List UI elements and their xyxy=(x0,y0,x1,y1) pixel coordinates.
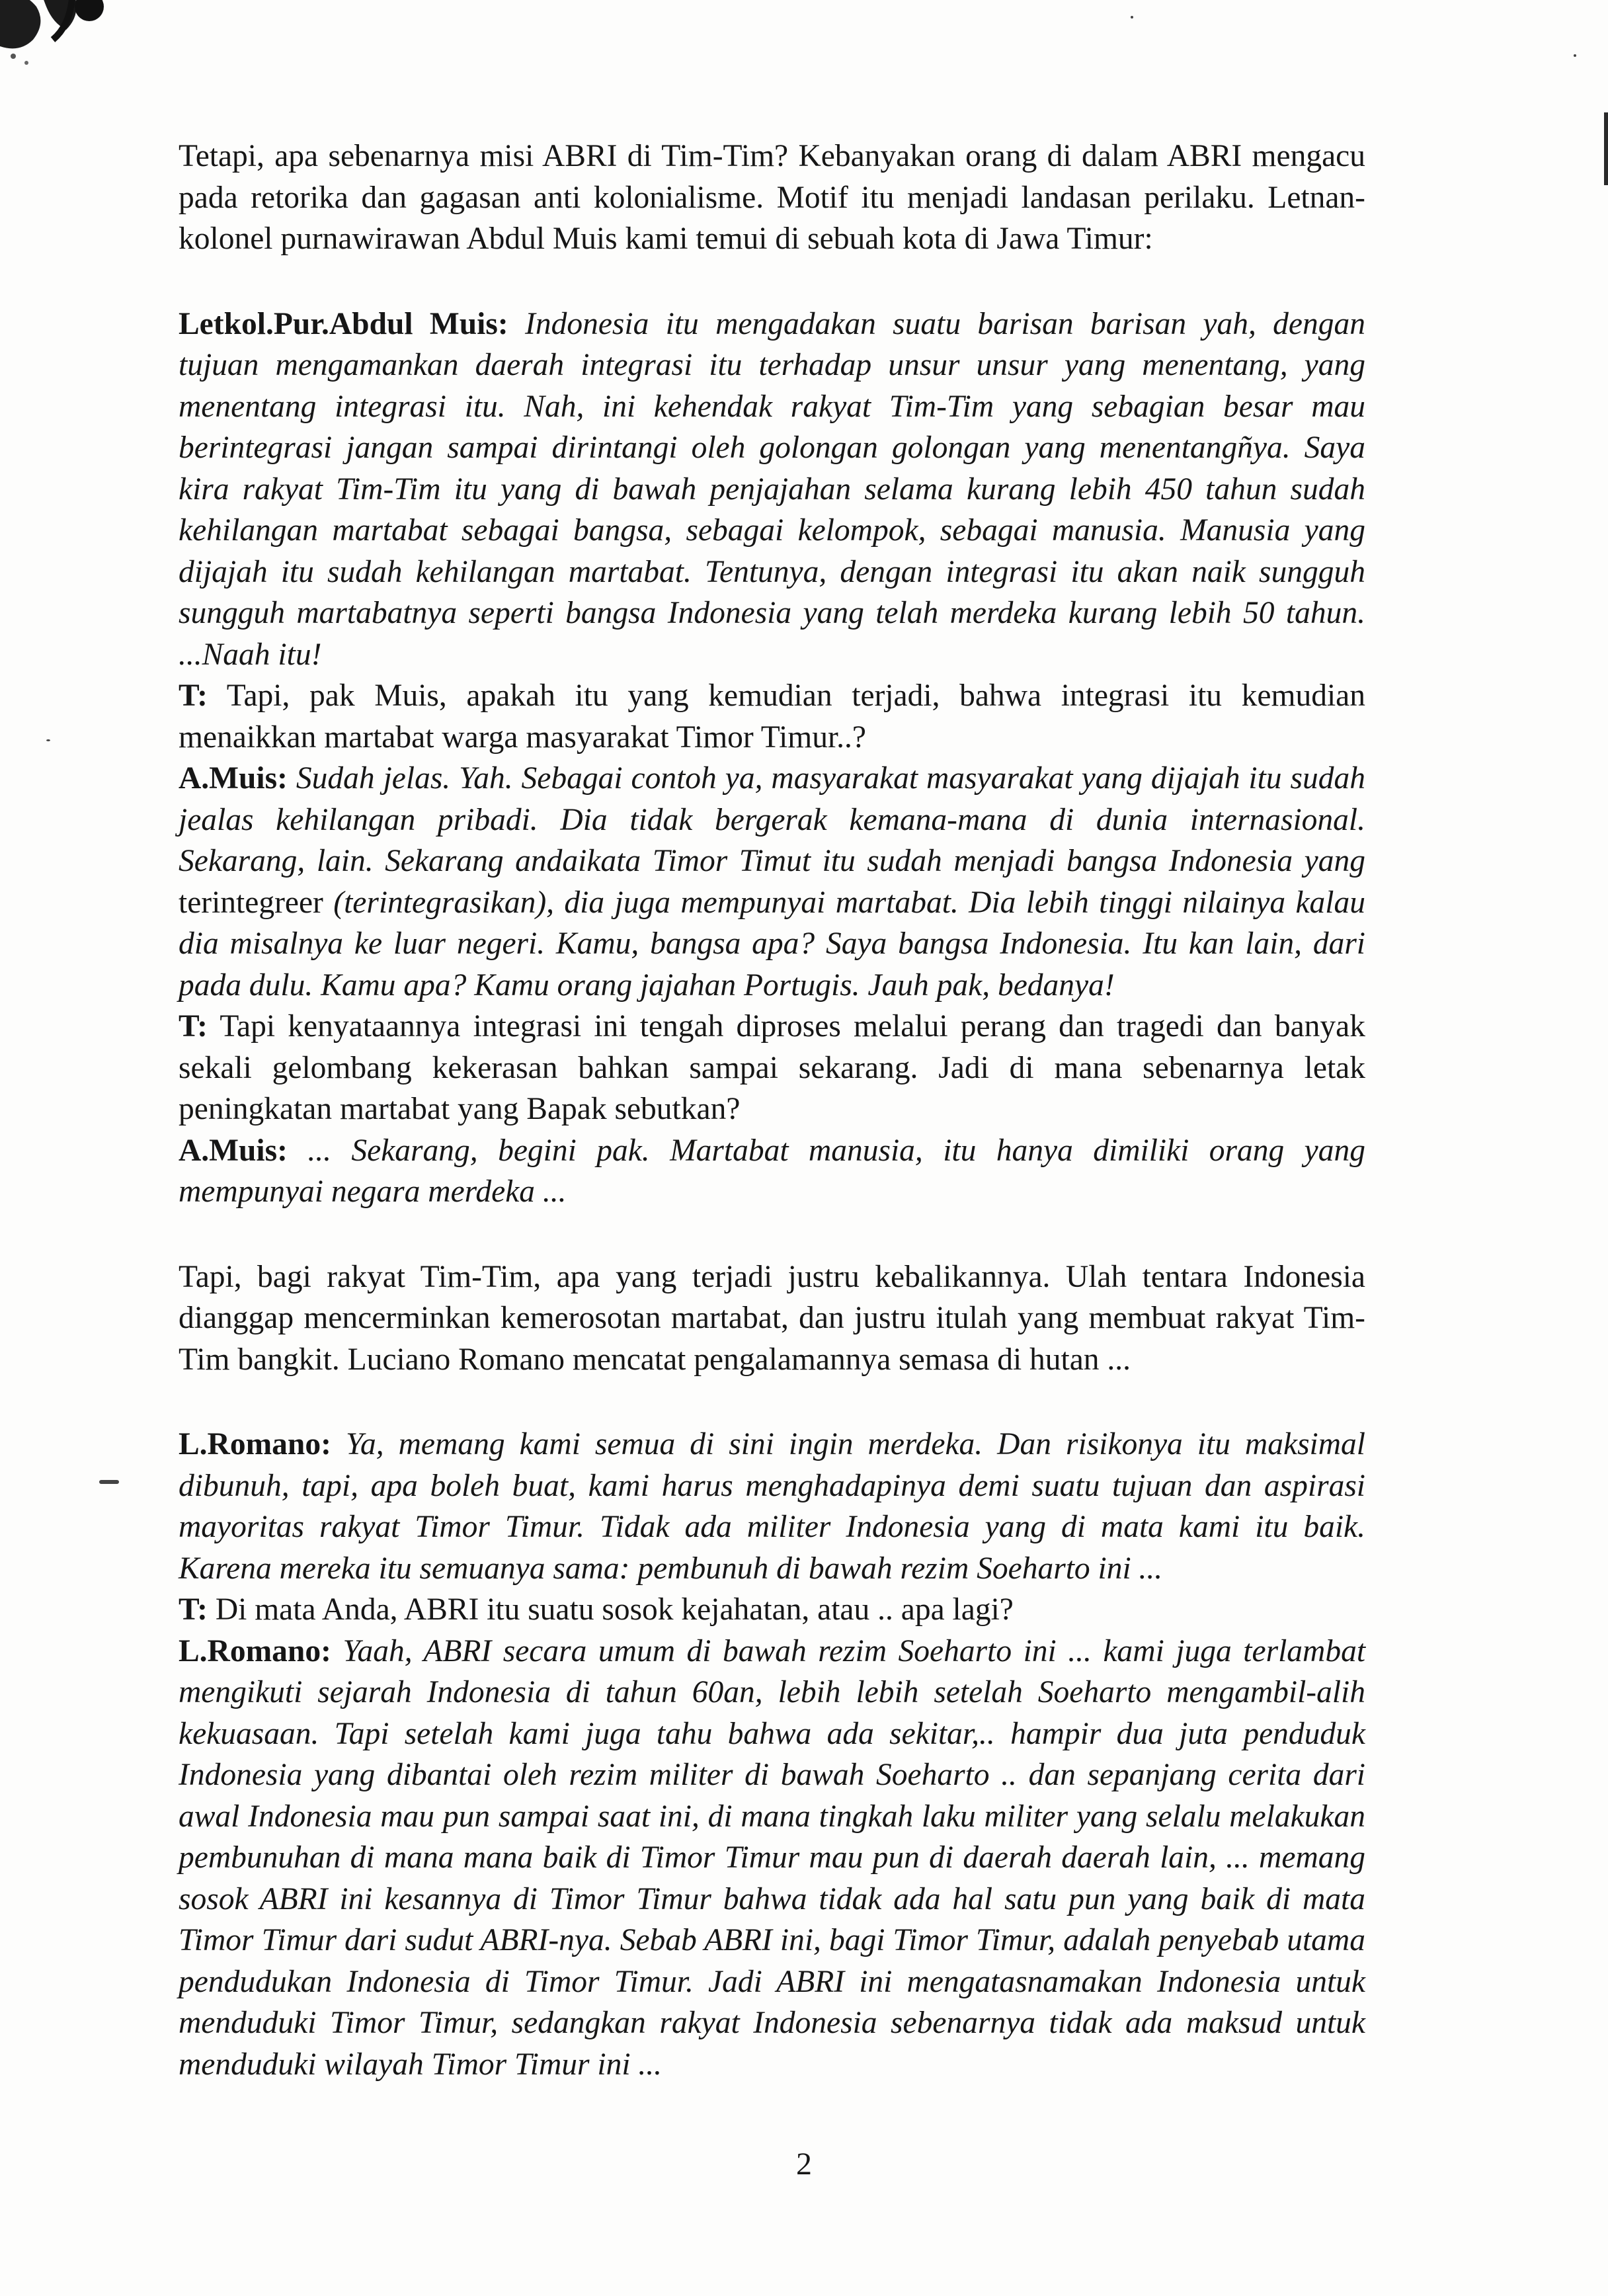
speaker-label: T: xyxy=(179,1009,208,1044)
scan-speck xyxy=(46,739,50,741)
middle-paragraph xyxy=(179,1256,1365,1381)
page-number: 2 xyxy=(796,2147,812,2182)
interview-turn-t-2 xyxy=(179,1006,1365,1130)
speaker-label: Letkol.Pur.Abdul Muis: xyxy=(179,306,508,341)
speech-text-upright: terintegreer xyxy=(179,885,323,920)
interview-turn-romano-2 xyxy=(179,1631,1365,2086)
speech-text: Indonesia itu mengadakan suatu barisan barisan yah, dengan tujuan mengamankan daerah integrasi itu terhadap unsur unsur yang menentang, yang menentang integrasi itu. Nah, ini kehendak rakyat Tim-Tim yang sebagian besar mau berintegrasi jangan sampai dirintangi oleh golongan golongan yang menentangñya. Saya kira rakyat Tim-Tim itu yang di bawah penjajahan selama kurang lebih 450 tahun sudah kehilangan martabat sebagai bangsa, sebagai kelompok, sebagai manusia. Manusia yang dijajah itu sudah kehilangan martabat. Tentunya, dengan integrasi itu akan naik sungguh sungguh martabatnya seperti bangsa Indonesia yang telah merdeka kurang lebih 50 tahun. ...Naah itu! xyxy=(179,306,1366,672)
middle-text: Tapi, bagi rakyat Tim-Tim, apa yang terjadi justru kebalikannya. Ulah tentara Indonesia dianggap mencerminkan kemerosotan martabat, dan justru itulah yang membuat rakyat Tim-Tim bangkit. Luciano Romano mencatat pengalamannya semasa di hutan ... xyxy=(179,1259,1365,1377)
document-body xyxy=(179,136,1365,2085)
intro-text: Tetapi, apa sebenarnya misi ABRI di Tim-Tim? Kebanyakan orang di dalam ABRI mengacu pada retorika dan gagasan anti kolonialisme. Motif itu menjadi landasan perilaku. Letnan-kolonel purnawirawan Abdul Muis kami temui di sebuah kota di Jawa Timur: xyxy=(179,139,1365,256)
scan-edge-mark xyxy=(1604,112,1608,185)
interview-turn-t-1 xyxy=(179,675,1365,758)
scan-speck xyxy=(99,1480,119,1484)
speech-text: Sudah jelas. Yah. Sebagai contoh ya, masyarakat masyarakat yang dijajah itu sudah jealas kehilangan pribadi. Dia tidak bergerak kemana-mana di dunia internasional. Sekarang, lain. Sekarang andaikata Timor Timut itu sudah menjadi bangsa Indonesia yang xyxy=(179,761,1365,878)
spacer xyxy=(179,1380,1365,1424)
speech-text-continued: (terintegrasikan), dia juga mempunyai martabat. Dia lebih tinggi nilainya kalau dia misalnya ke luar negeri. Kamu, bangsa apa? Saya bangsa Indonesia. Itu kan lain, dari pada dulu. Kamu apa? Kamu orang jajahan Portugis. Jauh pak, bedanya! xyxy=(179,885,1365,1003)
speech-text: Ya, memang kami semua di sini ingin merdeka. Dan risikonya itu maksimal dibunuh, tapi, apa boleh buat, kami harus menghadapinya demi suatu tujuan dan aspirasi mayoritas rakyat Timor Timur. Tidak ada militer Indonesia yang di mata kami itu baik. Karena mereka itu semuanya sama: pembunuh di bawah rezim Soeharto ini ... xyxy=(179,1427,1365,1586)
speech-text: Di mata Anda, ABRI itu suatu sosok kejahatan, atau .. apa lagi? xyxy=(215,1592,1014,1627)
speaker-label: A.Muis: xyxy=(179,761,288,796)
interview-turn-muis-3 xyxy=(179,1130,1365,1213)
interview-turn-romano-1 xyxy=(179,1424,1365,1589)
spacer xyxy=(179,1213,1365,1256)
speech-text: Yaah, ABRI secara umum di bawah rezim Soeharto ini ... kami juga terlambat mengikuti sejarah Indonesia di tahun 60an, lebih lebih setelah Soeharto mengambil-alih kekuasaan. Tapi setelah kami juga tahu bahwa ada sekitar,.. hampir dua juta penduduk Indonesia yang dibantai oleh rezim militer di bawah Soeharto .. dan sepanjang cerita dari awal Indonesia mau pun sampai saat ini, di mana tingkah laku militer yang selalu melakukan pembunuhan di mana mana baik di Timor Timur mau pun di daerah daerah lain, ... memang sosok ABRI ini kesannya di Timor Timur bahwa tidak ada hal satu pun yang baik di mata Timor Timur dari sudut ABRI-nya. Sebab ABRI ini, bagi Timor Timur, adalah penyebab utama pendudukan Indonesia di Timor Timur. Jadi ABRI ini mengatasnamakan Indonesia untuk menduduki Timor Timur, sedangkan rakyat Indonesia sebenarnya tidak ada maksud untuk menduduki wilayah Timor Timur ini ... xyxy=(179,1633,1366,2082)
speaker-label: L.Romano: xyxy=(179,1633,331,1668)
speaker-label: T: xyxy=(179,1592,208,1627)
interview-turn-t-3 xyxy=(179,1589,1365,1631)
speech-text: ... Sekarang, begini pak. Martabat manusia, itu hanya dimiliki orang yang mempunyai negara merdeka ... xyxy=(179,1133,1366,1209)
intro-paragraph xyxy=(179,136,1365,260)
interview-turn-muis-2 xyxy=(179,758,1365,1006)
speech-text: Tapi, pak Muis, apakah itu yang kemudian terjadi, bahwa integrasi itu kemudian menaikkan martabat warga masyarakat Timor Timur..? xyxy=(179,678,1365,755)
speaker-label: A.Muis: xyxy=(179,1133,288,1168)
speech-text: Tapi kenyataannya integrasi ini tengah diproses melalui perang dan tragedi dan banyak sekali gelombang kekerasan bahkan sampai sekarang. Jadi di mana sebenarnya letak peningkatan martabat yang Bapak sebutkan? xyxy=(179,1009,1365,1126)
speaker-label: T: xyxy=(179,678,208,713)
interview-turn-muis-1 xyxy=(179,304,1365,676)
scan-speck xyxy=(1574,54,1576,57)
scan-blot-mark xyxy=(0,0,132,93)
scan-speck xyxy=(1131,16,1133,19)
speaker-label: L.Romano: xyxy=(179,1427,331,1461)
spacer xyxy=(179,260,1365,304)
